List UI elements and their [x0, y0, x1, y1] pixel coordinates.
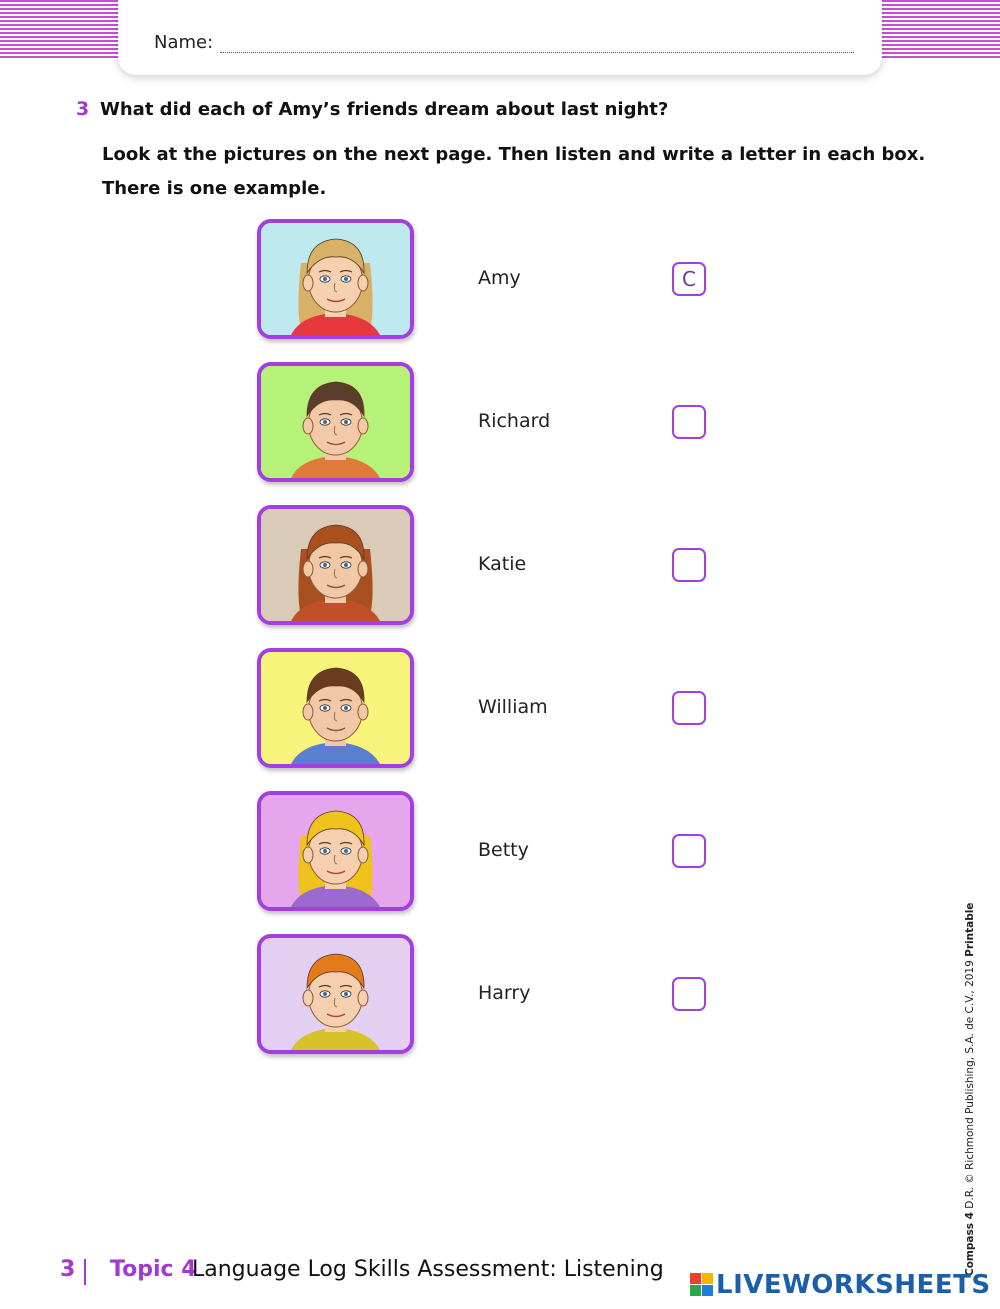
friend-portrait [257, 791, 414, 911]
logo-squares-icon [690, 1273, 714, 1297]
header-stripes-left [0, 0, 120, 58]
question-number: 3 [76, 98, 90, 120]
answer-box[interactable] [672, 262, 706, 296]
friend-portrait [257, 934, 414, 1054]
page-number: 3 [60, 1257, 76, 1282]
footer-title: Language Log Skills Assessment: Listening [192, 1257, 664, 1282]
credit-book: Compass 4 [964, 1212, 976, 1276]
friend-portrait [257, 648, 414, 768]
friend-name: Katie [478, 553, 527, 575]
question-title: What did each of Amy’s friends dream about last night? [100, 99, 669, 120]
friend-row [0, 505, 1000, 625]
footer-topic: Topic 4 [110, 1257, 197, 1282]
name-line [220, 52, 854, 53]
friend-row [0, 219, 1000, 339]
header-stripes-right [880, 0, 1000, 58]
footer-divider [84, 1259, 86, 1285]
friend-name: Richard [478, 410, 551, 432]
friend-portrait [257, 219, 414, 339]
friend-name: William [478, 696, 548, 718]
friend-row [0, 362, 1000, 482]
answer-box[interactable] [672, 977, 706, 1011]
answer-box[interactable] [672, 691, 706, 725]
friend-row [0, 648, 1000, 768]
friend-name: Harry [478, 982, 531, 1004]
answer-box[interactable] [672, 405, 706, 439]
friend-row [0, 791, 1000, 911]
friend-portrait [257, 505, 414, 625]
liveworksheets-logo [690, 1270, 990, 1300]
answer-box[interactable] [672, 834, 706, 868]
question-instructions: Look at the pictures on the next page. Then listen and write a letter in each box. There is one example. [102, 144, 926, 199]
friend-row [0, 934, 1000, 1054]
friend-portrait [257, 362, 414, 482]
answer-box[interactable] [672, 548, 706, 582]
friend-name: Betty [478, 839, 529, 861]
name-card [118, 0, 882, 75]
credit-text: D.R. © Richmond Publishing, S.A. de C.V., 2019 [964, 956, 976, 1213]
friend-name: Amy [478, 267, 521, 289]
name-label: Name: [154, 32, 214, 53]
credit-printable: Printable [964, 902, 976, 957]
copyright-credit [964, 903, 976, 1276]
logo-text: LIVEWORKSHEETS [716, 1270, 991, 1300]
